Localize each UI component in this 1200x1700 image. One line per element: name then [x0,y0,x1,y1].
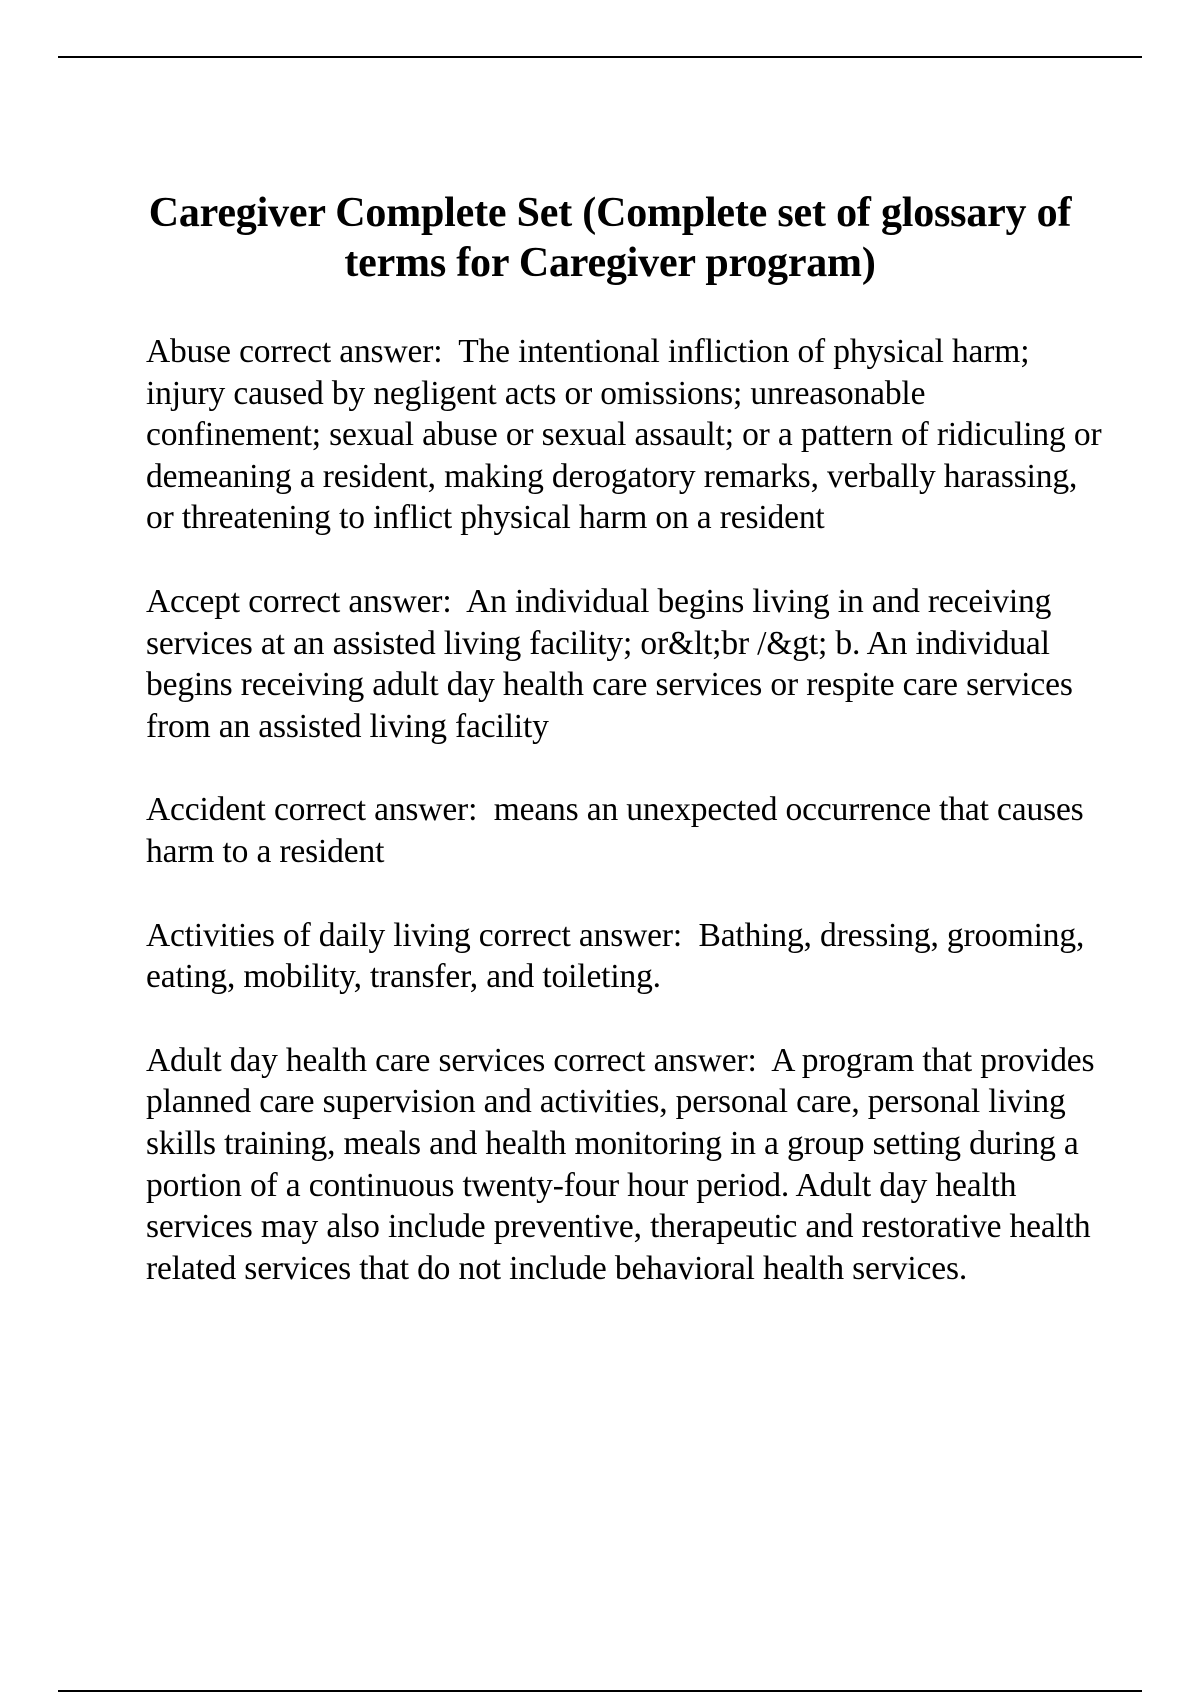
entry-separator: correct answer: [230,333,459,370]
entry-term: Abuse [146,333,231,370]
glossary-entry [146,1040,1106,1290]
entry-separator: correct answer: [545,1041,772,1079]
entry-definition: The intentional infliction of physical harm; injury caused by negligent acts or omissions; unreasonable confinement; sexual abuse or sexual assault; or a pattern of ridiculing or demeaning a resident, making derogatory remarks, verbally harassing, or threatening to inflict physical harm on a resident [146,333,1110,537]
entry-term: Accident [146,791,266,829]
entry-separator: correct answer: [265,791,494,829]
glossary-entry [146,915,1106,998]
glossary-entry [146,789,1106,872]
entry-definition: An individual begins living in and receiving services at an assisted living facility; or&lt;br /&gt; b. An individual begins receiving adult day health care services or respite care services from an assisted living facility [146,582,1081,745]
bottom-rule [58,1690,1142,1692]
page-title: Caregiver Complete Set (Complete set of glossary of terms for Caregiver program) [148,190,1072,286]
entry-separator: correct answer: [239,582,467,620]
top-rule [58,56,1142,58]
glossary-entry [146,581,1106,747]
glossary-list [146,331,1110,1331]
entry-definition: Bathing, dressing, grooming, eating, mobility, transfer, and toileting. [146,916,1093,996]
entry-separator: correct answer: [470,916,699,954]
entry-definition: A program that provides planned care supervision and activities, personal care, personal living skills training, meals and health monitoring in a group setting during a portion of a continuous twenty-four hour period. Adult day health services may also include preventive, therapeutic and restorative health related services that do not include behavioral health services. [146,1041,1103,1287]
entry-term: Accept [146,582,240,620]
entry-term: Activities of daily living [146,916,471,954]
glossary-entry [146,331,1110,539]
entry-term: Adult day health care services [146,1041,546,1079]
entry-definition: means an unexpected occurrence that causes harm to a resident [146,791,1092,870]
